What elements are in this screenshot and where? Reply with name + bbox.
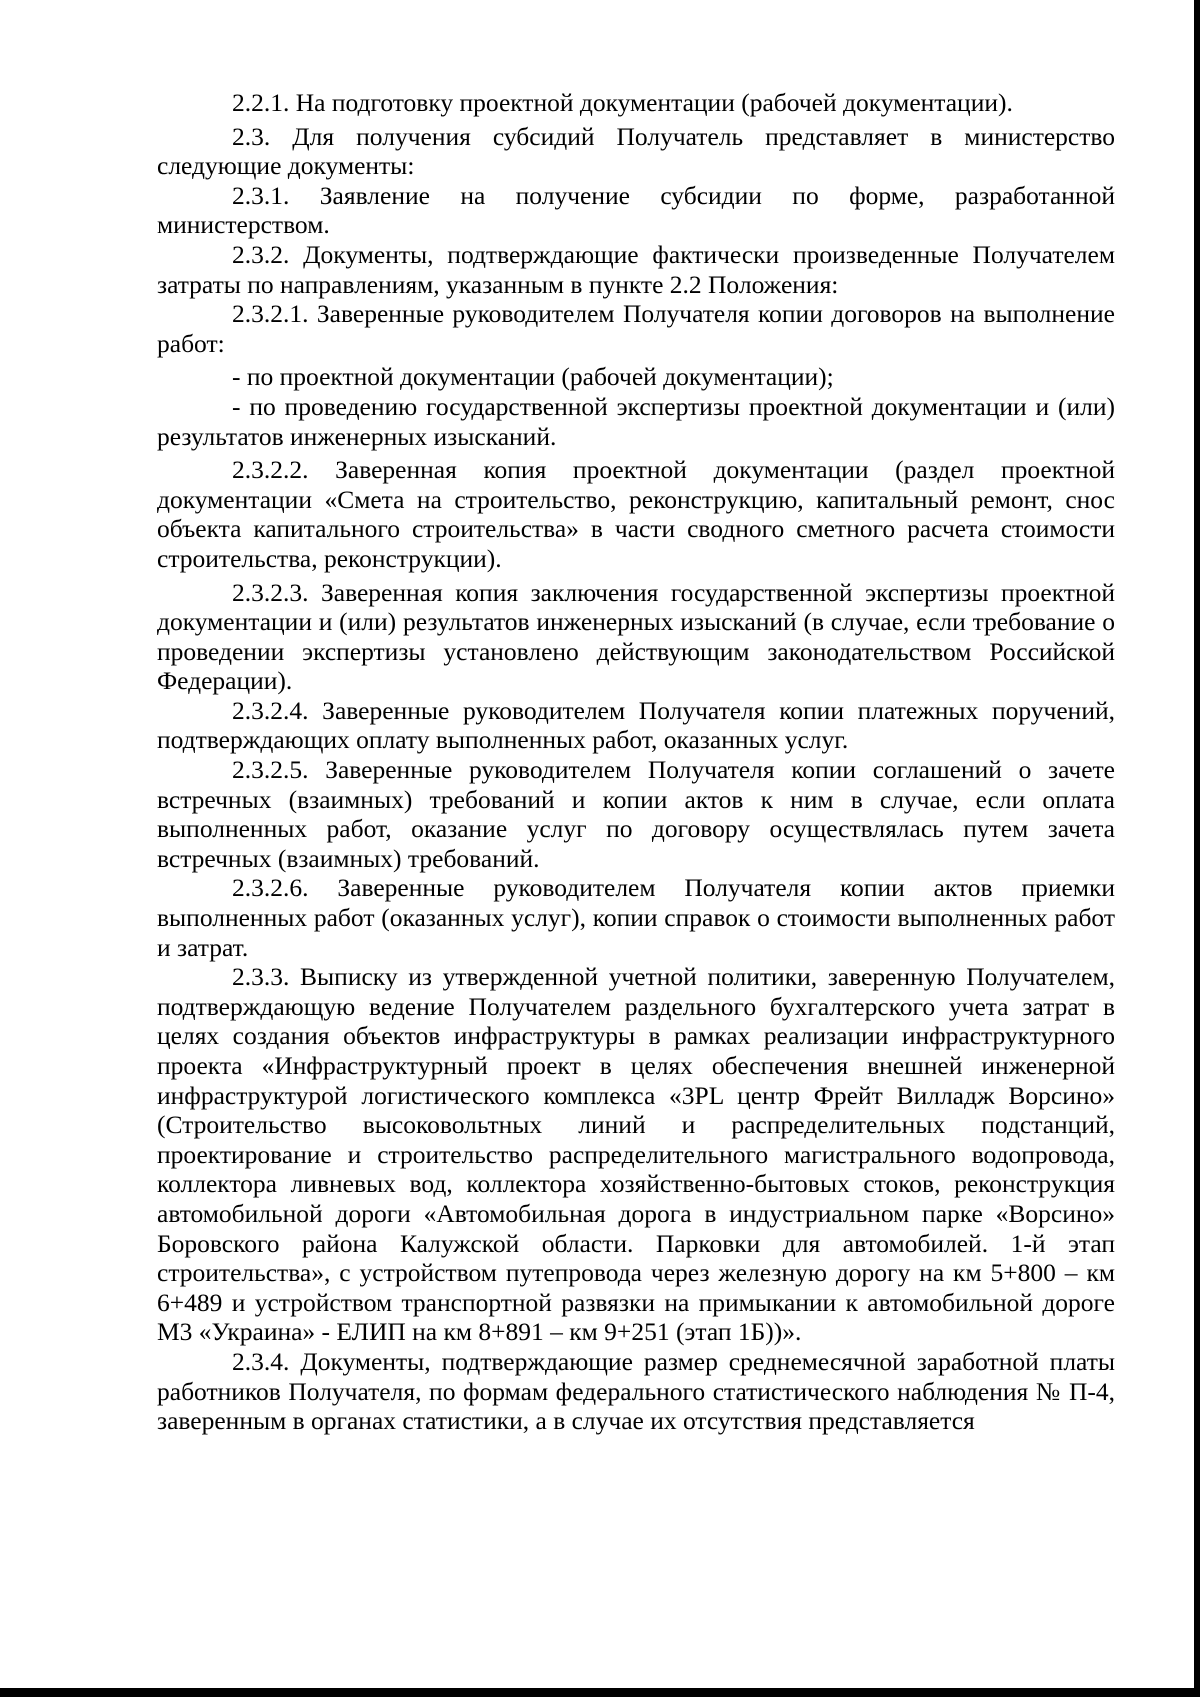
scan-edge-right <box>1194 0 1200 1697</box>
paragraph-2-2-1: 2.2.1. На подготовку проектной документации (рабочей документации). <box>232 88 1013 117</box>
paragraph-2-3-2: 2.3.2. Документы, подтверждающие фактически произведенные Получателем затраты по направлениям, указанным в пункте 2.2 Положения: <box>157 239 1115 299</box>
paragraph-2-3-2-5: 2.3.2.5. Заверенные руководителем Получателя копии соглашений о зачете встречных (взаимных) требований и копии актов к ним в случае, если оплата выполненных работ, оказание услуг по договору осуществлялась путем зачета встречных (взаимных) требований. <box>157 755 1115 873</box>
paragraph-2-3-2-6: 2.3.2.6. Заверенные руководителем Получателя копии актов приемки выполненных работ (оказанных услуг), копии справок о стоимости выполненных работ и затрат. <box>157 873 1115 962</box>
scan-edge-bottom <box>0 1688 1200 1697</box>
list-item-state-expertise: - по проведению государственной экспертизы проектной документации и (или) результатов инженерных изысканий. <box>157 391 1115 451</box>
paragraph-2-3-2-1: 2.3.2.1. Заверенные руководителем Получателя копии договоров на выполнение работ: <box>157 299 1115 358</box>
paragraph-2-3-3: 2.3.3. Выписку из утвержденной учетной политики, заверенную Получателем, подтверждающую ведение Получателем раздельного бухгалтерского учета затрат в целях создания объектов инфраструктуры в рамках реализации инфраструктурного проекта «Инфраструктурный проект в целях обеспечения внешней инженерной инфраструктурой логистического комплекса «3PL центр Фрейт Вилладж Ворсино» (Строительство высоковольтных линий и распределительных подстанций, проектирование и строительство распределительного магистрального водопровода, коллектора ливневых вод, коллектора хозяйственно-бытовых стоков, реконструкция автомобильной дороги «Автомобильная дорога в индустриальном парке «Ворсино» Боровского района Калужской области. Парковки для автомобилей. 1-й этап строительства», с устройством путепровода через железную дорогу на км 5+800 – км 6+489 и устройством транспортной развязки на примыкании к автомобильной дороге М3 «Украина» - ЕЛИП на км 8+891 – км 9+251 (этап 1Б))». <box>157 962 1115 1347</box>
list-item-project-docs: - по проектной документации (рабочей документации); <box>232 362 834 392</box>
paragraph-2-3-2-4: 2.3.2.4. Заверенные руководителем Получателя копии платежных поручений, подтверждающих оплату выполненных работ, оказанных услуг. <box>157 695 1115 755</box>
document-body <box>157 88 1115 1436</box>
paragraph-2-3-2-3: 2.3.2.3. Заверенная копия заключения государственной экспертизы проектной документации и (или) результатов инженерных изысканий (в случае, если требование о проведении экспертизы установлено действующим законодательством Российской Федерации). <box>157 577 1115 696</box>
paragraph-2-3-4: 2.3.4. Документы, подтверждающие размер среднемесячной заработной платы работников Получателя, по формам федерального статистического наблюдения № П-4, заверенным в органах статистики, а в случае их отсутствия представляется <box>157 1346 1115 1436</box>
paragraph-2-3: 2.3. Для получения субсидий Получатель представляет в министерство следующие документы: <box>157 121 1115 181</box>
paragraph-2-3-2-2: 2.3.2.2. Заверенная копия проектной документации (раздел проектной документации «Смета на строительство, реконструкцию, капитальный ремонт, снос объекта капитального строительства» в части сводного сметного расчета стоимости строительства, реконструкции). <box>157 455 1115 573</box>
paragraph-2-3-1: 2.3.1. Заявление на получение субсидии по форме, разработанной министерством. <box>157 180 1115 240</box>
